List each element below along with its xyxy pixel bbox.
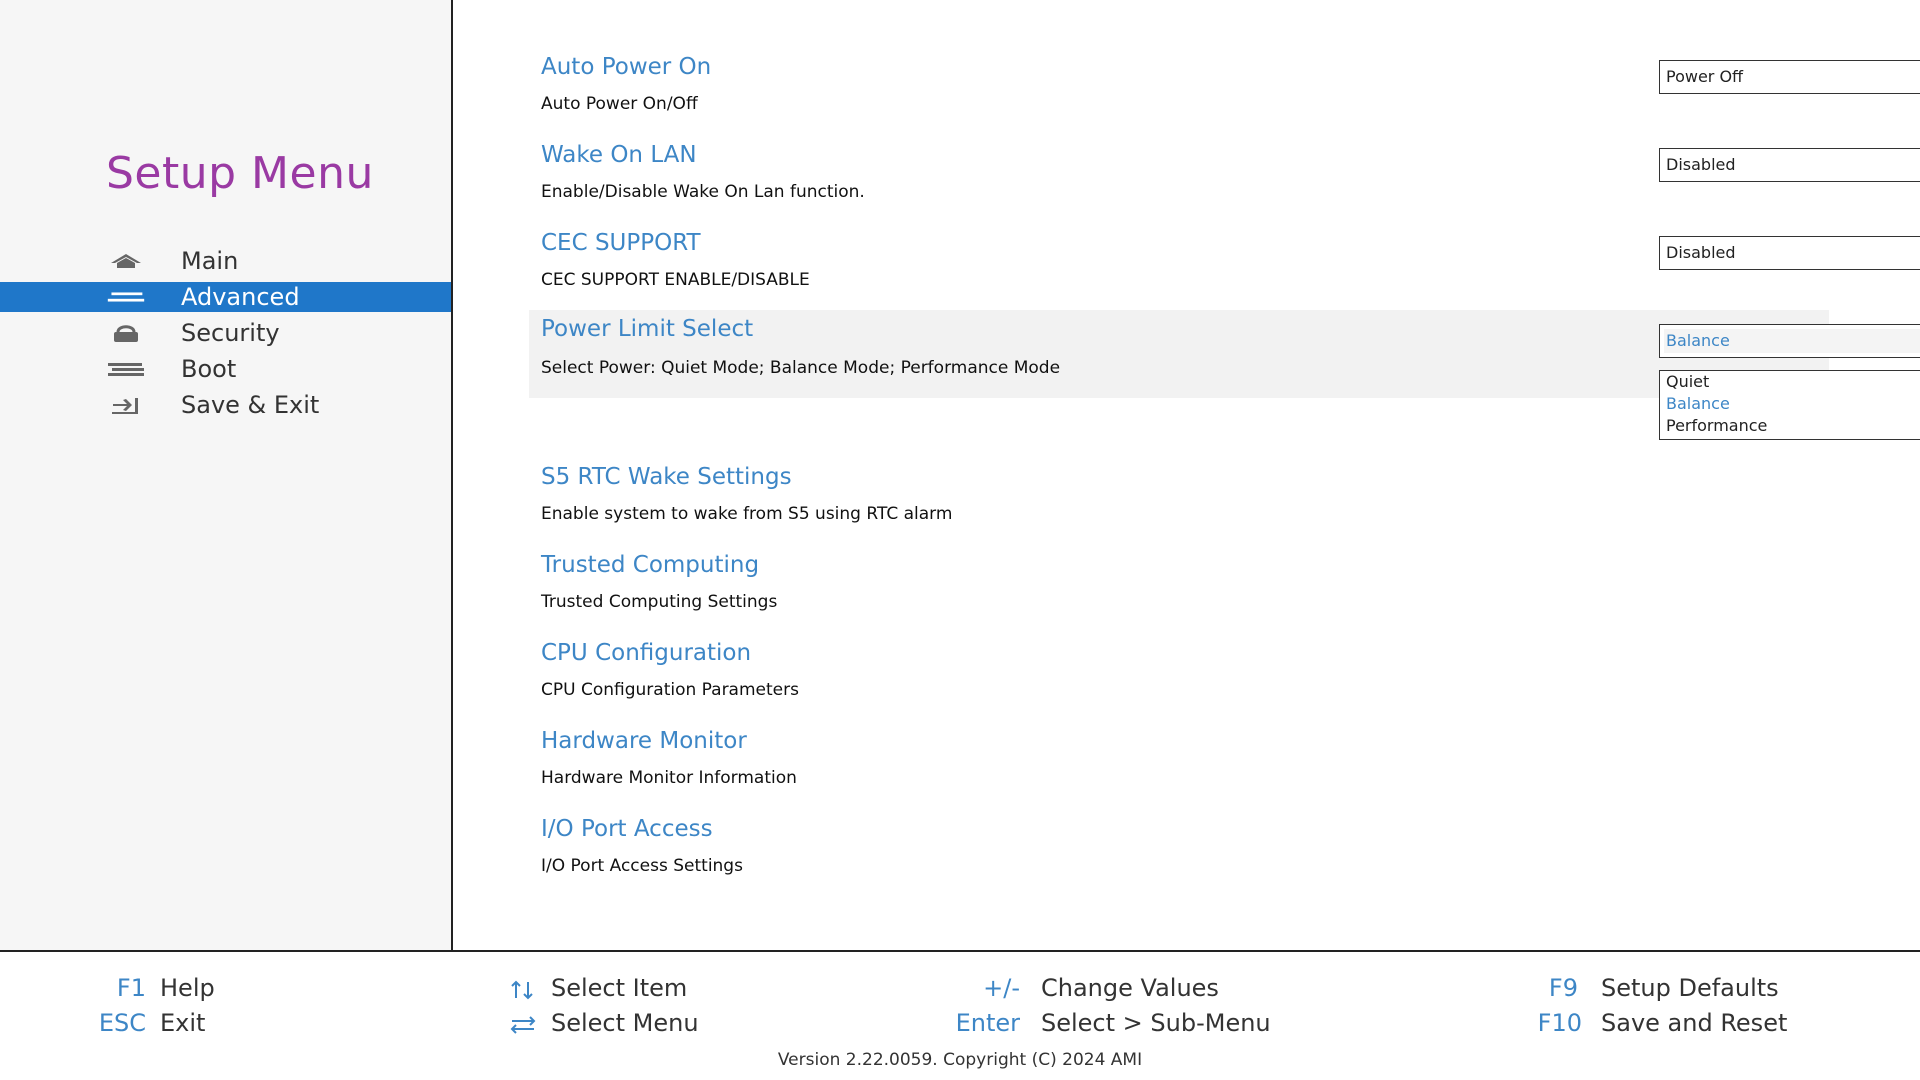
f9-key: F9 <box>1548 974 1578 1002</box>
advanced-icon <box>106 285 146 309</box>
left-right-arrow-icon <box>508 1013 538 1037</box>
setting-cpu-configuration[interactable] <box>529 638 1829 726</box>
setting-description: Trusted Computing Settings <box>541 592 778 612</box>
change-values-key: +/- <box>983 974 1020 1002</box>
f1-description: Help <box>160 974 215 1002</box>
setting-title: Auto Power On <box>541 54 712 80</box>
setting-power-limit-select[interactable] <box>529 310 1829 398</box>
select-value: Disabled <box>1666 243 1736 262</box>
setting-title: I/O Port Access <box>541 816 713 842</box>
sidebar-item-label: Boot <box>181 355 237 383</box>
power-limit-options-list <box>1659 370 1920 440</box>
f1-key: F1 <box>116 974 146 1002</box>
option-quiet[interactable]: Quiet <box>1666 372 1710 391</box>
setting-title: Hardware Monitor <box>541 728 747 754</box>
footer-help-bar <box>0 950 1920 1080</box>
setting-description: CEC SUPPORT ENABLE/DISABLE <box>541 270 810 290</box>
sidebar-item-label: Save & Exit <box>181 391 320 419</box>
cec-support-select[interactable] <box>1659 236 1920 270</box>
auto-power-on-select[interactable] <box>1659 60 1920 94</box>
sidebar-item-boot[interactable] <box>0 354 451 384</box>
sidebar-item-save-exit[interactable] <box>0 390 451 420</box>
up-down-arrow-icon <box>508 978 538 1002</box>
sidebar <box>0 0 453 950</box>
setting-hardware-monitor[interactable] <box>529 726 1829 814</box>
sidebar-item-label: Main <box>181 247 239 275</box>
setting-title: CPU Configuration <box>541 640 752 666</box>
setting-description: Enable system to wake from S5 using RTC alarm <box>541 504 953 524</box>
sidebar-item-label: Advanced <box>181 283 300 311</box>
sidebar-item-security[interactable] <box>0 318 451 348</box>
setting-s5-rtc-wake[interactable] <box>529 462 1829 550</box>
setting-title: S5 RTC Wake Settings <box>541 464 792 490</box>
setting-title: Wake On LAN <box>541 142 697 168</box>
f10-description: Save and Reset <box>1601 1009 1788 1037</box>
enter-key: Enter <box>955 1009 1020 1037</box>
select-value: Disabled <box>1666 155 1736 174</box>
exit-icon <box>106 393 146 417</box>
setting-title: Power Limit Select <box>541 316 754 342</box>
select-menu-description: Select Menu <box>551 1009 699 1037</box>
setting-title: CEC SUPPORT <box>541 230 701 256</box>
setting-description: I/O Port Access Settings <box>541 856 743 876</box>
setting-description: Auto Power On/Off <box>541 94 698 114</box>
esc-key: ESC <box>98 1009 146 1037</box>
f10-key: F10 <box>1537 1009 1582 1037</box>
f9-description: Setup Defaults <box>1601 974 1779 1002</box>
settings-panel <box>453 0 1920 950</box>
sidebar-title: Setup Menu <box>106 148 374 199</box>
sidebar-item-main[interactable] <box>0 246 451 276</box>
setting-description: Enable/Disable Wake On Lan function. <box>541 182 865 202</box>
setting-title: Trusted Computing <box>541 552 760 578</box>
wake-on-lan-select[interactable] <box>1659 148 1920 182</box>
setting-cec-support <box>529 228 1829 316</box>
change-values-description: Change Values <box>1041 974 1219 1002</box>
setting-io-port-access[interactable] <box>529 814 1829 902</box>
esc-description: Exit <box>160 1009 206 1037</box>
boot-icon <box>106 357 146 381</box>
setting-auto-power-on <box>529 52 1829 140</box>
setting-description: Hardware Monitor Information <box>541 768 797 788</box>
home-icon <box>106 249 146 273</box>
lock-icon <box>106 321 146 345</box>
power-limit-select[interactable] <box>1659 324 1920 358</box>
setting-description: CPU Configuration Parameters <box>541 680 799 700</box>
option-performance[interactable]: Performance <box>1666 416 1768 435</box>
select-value: Power Off <box>1666 67 1744 86</box>
version-text: Version 2.22.0059. Copyright (C) 2024 AMI <box>777 1050 1143 1070</box>
setting-description: Select Power: Quiet Mode; Balance Mode; Performance Mode <box>541 358 1061 378</box>
select-item-description: Select Item <box>551 974 688 1002</box>
option-balance[interactable]: Balance <box>1666 394 1730 413</box>
setting-wake-on-lan <box>529 140 1829 228</box>
select-value: Balance <box>1666 331 1730 350</box>
sidebar-nav <box>0 246 451 426</box>
enter-description: Select > Sub-Menu <box>1041 1009 1271 1037</box>
sidebar-item-label: Security <box>181 319 280 347</box>
sidebar-item-advanced[interactable] <box>0 282 451 312</box>
setting-trusted-computing[interactable] <box>529 550 1829 638</box>
